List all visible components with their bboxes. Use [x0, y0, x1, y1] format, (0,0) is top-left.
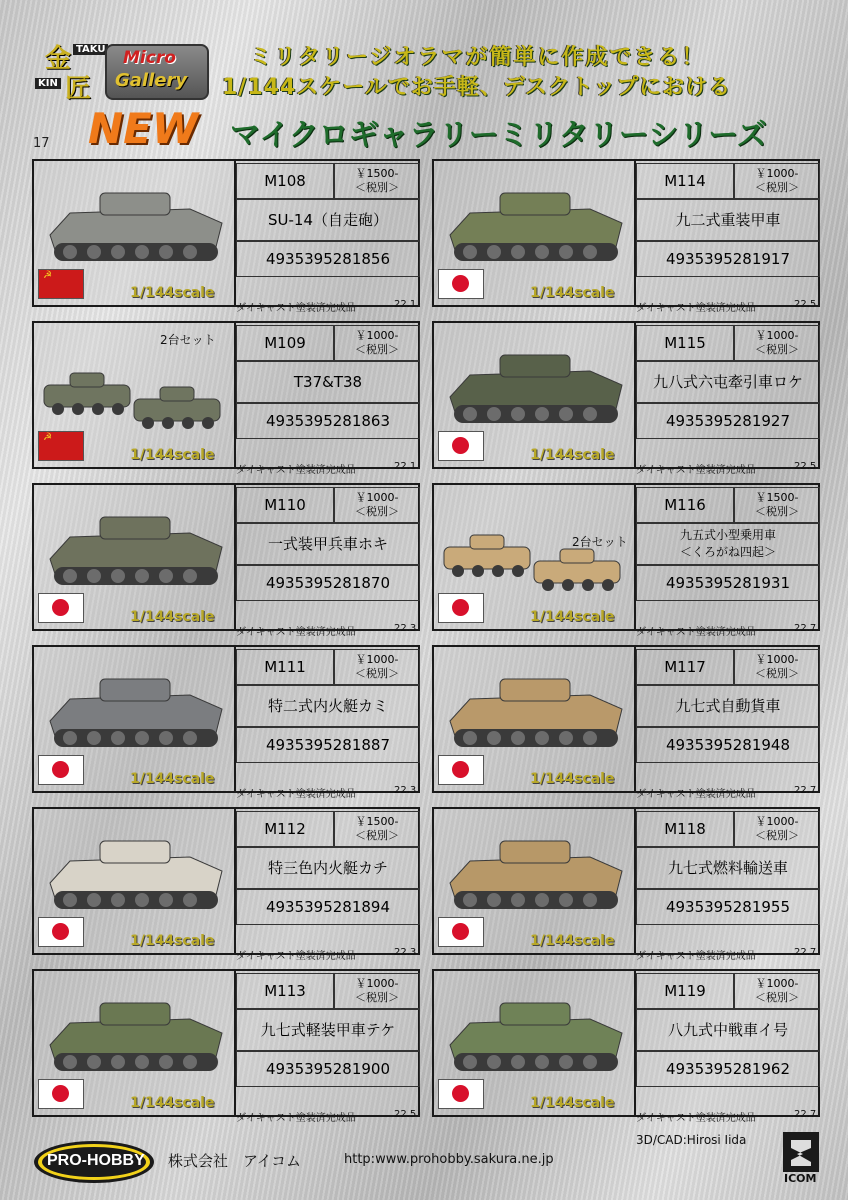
desc-text: ダイキャスト塗装済完成品: [236, 789, 356, 800]
product-card: [32, 645, 420, 800]
jan-code: 4935395281927: [636, 403, 820, 439]
product-info: [634, 485, 820, 638]
desc-text: ダイキャスト塗装済完成品: [236, 627, 356, 638]
tax-note: ＜税別＞: [355, 667, 399, 680]
product-info: [234, 323, 420, 476]
product-price: [334, 973, 420, 1009]
product-card: [432, 483, 820, 638]
release-date: 22.1: [394, 299, 417, 310]
product-card: [432, 645, 820, 800]
product-name: 九八式六屯牽引車ロケ: [636, 361, 820, 403]
icom-mark-icon: [783, 1132, 819, 1172]
desc-text: ダイキャスト塗装済完成品: [636, 1113, 756, 1124]
tax-note: ＜税別＞: [755, 991, 799, 1004]
tax-note: ＜税別＞: [755, 181, 799, 194]
vehicle-photo-icon: [40, 363, 230, 433]
japan-flag-icon: [438, 269, 484, 299]
product-price: [734, 649, 820, 685]
japan-flag-icon: [438, 755, 484, 785]
product-card: [32, 321, 420, 476]
jan-code: 4935395281887: [236, 727, 420, 763]
tax-note: ＜税別＞: [355, 343, 399, 356]
jan-code: 4935395281856: [236, 241, 420, 277]
product-image: [34, 971, 236, 1115]
logo-micro: Micro: [123, 48, 176, 68]
logo-kin-char: 金: [45, 44, 72, 74]
product-info: [634, 971, 820, 1124]
product-card: [432, 969, 820, 1124]
vehicle-photo-icon: [440, 183, 630, 273]
jan-code: 4935395281931: [636, 565, 820, 601]
product-image: [34, 161, 236, 305]
product-code: M110: [236, 487, 334, 523]
product-code: M118: [636, 811, 734, 847]
product-code: M115: [636, 325, 734, 361]
product-image: [34, 485, 236, 629]
price-value: ￥1000-: [355, 653, 399, 666]
product-price: [734, 973, 820, 1009]
product-name: 一式装甲兵車ホキ: [236, 523, 420, 565]
japan-flag-icon: [38, 1079, 84, 1109]
scale-label: 1/144scale: [530, 285, 615, 301]
product-name: 特二式内火艇カミ: [236, 685, 420, 727]
vehicle-photo-icon: [440, 831, 630, 921]
product-image: [34, 809, 236, 953]
jan-code: 4935395281894: [236, 889, 420, 925]
release-date: 22.5: [794, 461, 817, 472]
tax-note: ＜税別＞: [355, 991, 399, 1004]
logo-taku-en: TAKU: [73, 44, 108, 55]
product-image: [434, 647, 636, 791]
japan-flag-icon: [438, 1079, 484, 1109]
logo-kin-en: KIN: [35, 78, 61, 89]
product-card: [432, 321, 820, 476]
release-date: 22.7: [794, 623, 817, 634]
vehicle-photo-icon: [40, 831, 230, 921]
product-name: 九二式重装甲車: [636, 199, 820, 241]
headline-line2: 1/144スケールでお手軽、デスクトップにおける: [222, 75, 732, 100]
product-code: M114: [636, 163, 734, 199]
product-code: M113: [236, 973, 334, 1009]
price-value: ￥1500-: [355, 167, 399, 180]
tax-note: ＜税別＞: [355, 181, 399, 194]
vehicle-photo-icon: [440, 345, 630, 435]
price-value: ￥1000-: [755, 329, 799, 342]
japan-flag-icon: [38, 917, 84, 947]
product-price: [334, 487, 420, 523]
product-price: [334, 163, 420, 199]
release-date: 22.3: [394, 623, 417, 634]
product-card: [32, 969, 420, 1124]
vehicle-photo-icon: [40, 183, 230, 273]
cad-credit: 3D/CAD:Hirosi Iida: [636, 1133, 747, 1147]
vehicle-photo-icon: [40, 993, 230, 1083]
product-code: M108: [236, 163, 334, 199]
jan-code: 4935395281962: [636, 1051, 820, 1087]
product-image: [434, 323, 636, 467]
tax-note: ＜税別＞: [355, 505, 399, 518]
soviet-flag-icon: [38, 431, 84, 461]
product-info: [634, 161, 820, 314]
product-name: T37&T38: [236, 361, 420, 403]
micro-gallery-logo: [105, 44, 209, 100]
product-image: [34, 323, 236, 467]
price-value: ￥1000-: [755, 167, 799, 180]
product-price: [734, 811, 820, 847]
price-value: ￥1000-: [755, 977, 799, 990]
kintaku-logo: [35, 38, 106, 104]
product-info: [234, 647, 420, 800]
product-name: 九七式軽装甲車テケ: [236, 1009, 420, 1051]
desc-text: ダイキャスト塗装済完成品: [236, 1113, 356, 1124]
product-card: [432, 159, 820, 314]
company-name: 株式会社 アイコム: [168, 1152, 302, 1170]
product-card: [32, 159, 420, 314]
tax-note: ＜税別＞: [755, 505, 799, 518]
tax-note: ＜税別＞: [755, 667, 799, 680]
product-info: [234, 809, 420, 962]
price-value: ￥1500-: [355, 815, 399, 828]
product-name: 九七式自動貨車: [636, 685, 820, 727]
price-value: ￥1500-: [755, 491, 799, 504]
japan-flag-icon: [438, 593, 484, 623]
product-price: [334, 811, 420, 847]
tax-note: ＜税別＞: [355, 829, 399, 842]
scale-label: 1/144scale: [530, 609, 615, 625]
product-card: [32, 483, 420, 638]
price-value: ￥1000-: [355, 977, 399, 990]
scale-label: 1/144scale: [530, 771, 615, 787]
website-url[interactable]: http:www.prohobby.sakura.ne.jp: [344, 1152, 554, 1167]
price-value: ￥1000-: [755, 653, 799, 666]
product-name: 九七式燃料輸送車: [636, 847, 820, 889]
scale-label: 1/144scale: [530, 1095, 615, 1111]
new-label: NEW: [88, 104, 199, 153]
vehicle-photo-icon: [440, 669, 630, 759]
scale-label: 1/144scale: [530, 447, 615, 463]
release-date: 22.5: [794, 299, 817, 310]
desc-text: ダイキャスト塗装済完成品: [236, 303, 356, 314]
set-label: 2台セット: [160, 333, 216, 347]
price-value: ￥1000-: [355, 329, 399, 342]
release-date: 22.3: [394, 947, 417, 958]
vehicle-photo-icon: [440, 993, 630, 1083]
product-card: [32, 807, 420, 962]
series-title: マイクロギャラリーミリタリーシリーズ: [230, 118, 767, 153]
scale-label: 1/144scale: [130, 447, 215, 463]
product-info: [634, 323, 820, 476]
price-value: ￥1000-: [355, 491, 399, 504]
jan-code: 4935395281917: [636, 241, 820, 277]
icom-text: ICOM: [784, 1172, 817, 1185]
price-value: ￥1000-: [755, 815, 799, 828]
product-code: M109: [236, 325, 334, 361]
desc-text: ダイキャスト塗装済完成品: [636, 627, 756, 638]
jan-code: 4935395281948: [636, 727, 820, 763]
product-info: [634, 809, 820, 962]
product-price: [734, 487, 820, 523]
japan-flag-icon: [38, 755, 84, 785]
product-image: [34, 647, 236, 791]
icom-logo: [783, 1132, 819, 1186]
pro-hobby-logo: [33, 1140, 155, 1184]
jan-code: 4935395281863: [236, 403, 420, 439]
pro-hobby-text: PRO-HOBBY: [47, 1152, 145, 1169]
vehicle-photo-icon: [40, 669, 230, 759]
product-image: [434, 809, 636, 953]
desc-text: ダイキャスト塗装済完成品: [636, 789, 756, 800]
tax-note: ＜税別＞: [755, 829, 799, 842]
jan-code: 4935395281900: [236, 1051, 420, 1087]
release-date: 22.3: [394, 785, 417, 796]
release-date: 22.1: [394, 461, 417, 472]
desc-text: ダイキャスト塗装済完成品: [636, 303, 756, 314]
product-code: M111: [236, 649, 334, 685]
release-date: 22.7: [794, 785, 817, 796]
product-price: [334, 649, 420, 685]
product-info: [234, 485, 420, 638]
product-image: [434, 161, 636, 305]
product-price: [734, 325, 820, 361]
logo-gallery: Gallery: [115, 70, 188, 91]
tax-note: ＜税別＞: [755, 343, 799, 356]
product-code: M117: [636, 649, 734, 685]
product-code: M112: [236, 811, 334, 847]
product-image: [434, 485, 636, 629]
release-date: 22.7: [794, 1109, 817, 1120]
product-info: [234, 161, 420, 314]
product-name: 八九式中戦車イ号: [636, 1009, 820, 1051]
release-date: 22.5: [394, 1109, 417, 1120]
set-label: 2台セット: [572, 535, 628, 549]
scale-label: 1/144scale: [130, 1095, 215, 1111]
japan-flag-icon: [438, 431, 484, 461]
product-name: SU-14（自走砲）: [236, 199, 420, 241]
scale-label: 1/144scale: [130, 609, 215, 625]
product-code: M119: [636, 973, 734, 1009]
product-image: [434, 971, 636, 1115]
scale-label: 1/144scale: [530, 933, 615, 949]
product-info: [234, 971, 420, 1124]
page-number: 17: [33, 136, 50, 151]
japan-flag-icon: [438, 917, 484, 947]
vehicle-photo-icon: [40, 507, 230, 597]
jan-code: 4935395281870: [236, 565, 420, 601]
desc-text: ダイキャスト塗装済完成品: [636, 951, 756, 962]
headline-line1: ミリタリージオラマが簡単に作成できる！: [250, 45, 706, 70]
product-info: [634, 647, 820, 800]
product-name: 特三色内火艇カチ: [236, 847, 420, 889]
scale-label: 1/144scale: [130, 771, 215, 787]
logo-taku-char: 匠: [65, 74, 92, 104]
product-card: [432, 807, 820, 962]
release-date: 22.7: [794, 947, 817, 958]
desc-text: ダイキャスト塗装済完成品: [236, 951, 356, 962]
product-name: 九五式小型乗用車 ＜くろがね四起＞: [636, 523, 820, 565]
japan-flag-icon: [38, 593, 84, 623]
product-code: M116: [636, 487, 734, 523]
product-price: [334, 325, 420, 361]
scale-label: 1/144scale: [130, 933, 215, 949]
desc-text: ダイキャスト塗装済完成品: [636, 465, 756, 476]
desc-text: ダイキャスト塗装済完成品: [236, 465, 356, 476]
scale-label: 1/144scale: [130, 285, 215, 301]
jan-code: 4935395281955: [636, 889, 820, 925]
soviet-flag-icon: [38, 269, 84, 299]
product-price: [734, 163, 820, 199]
